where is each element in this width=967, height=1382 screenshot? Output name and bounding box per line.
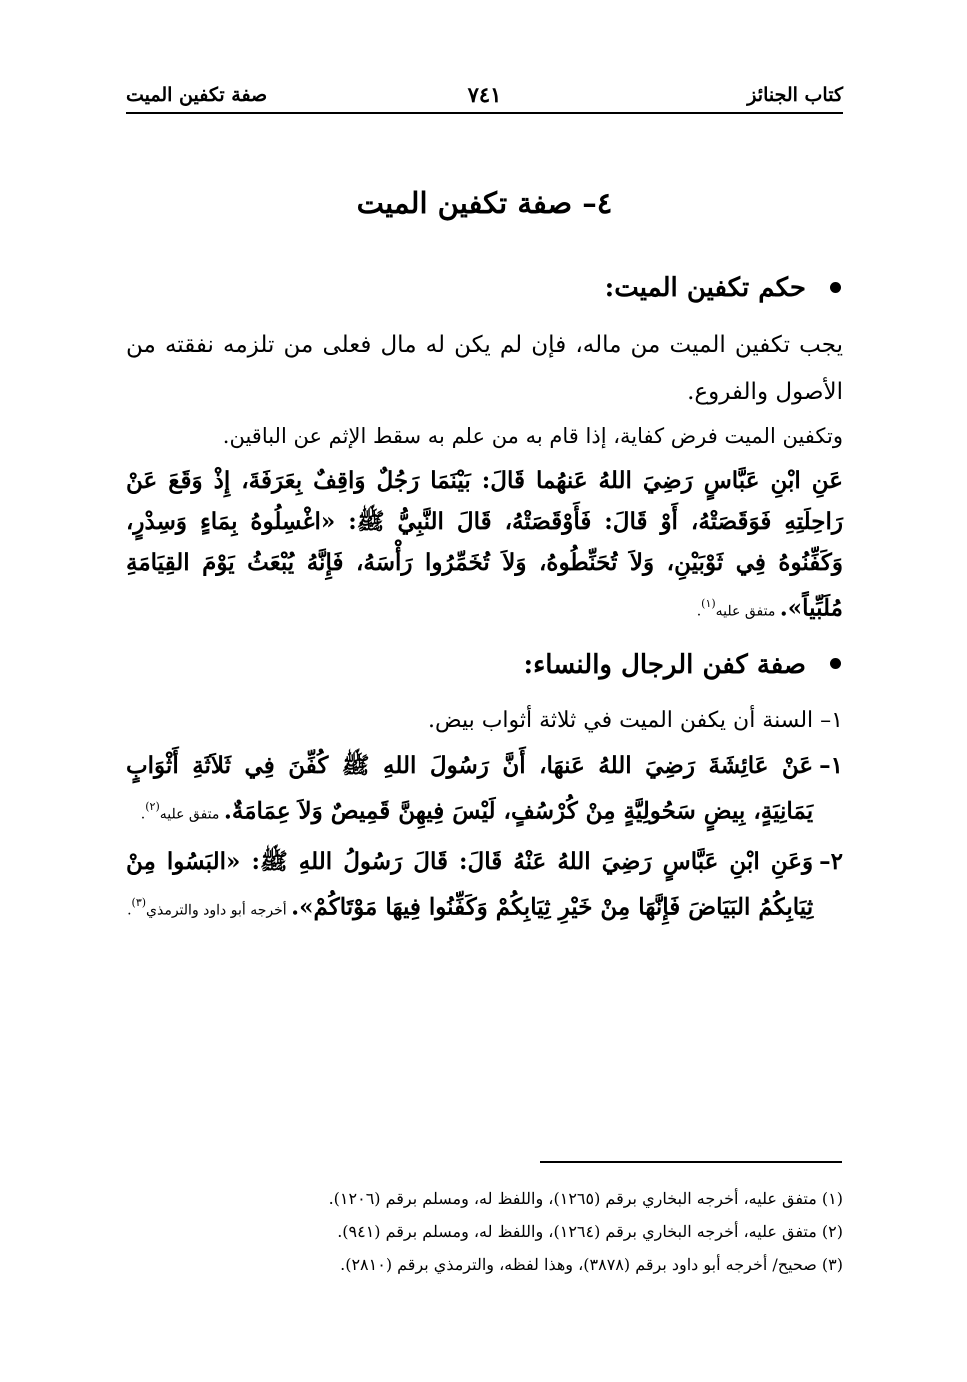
running-head-chapter-title: صفة تكفين الميت — [126, 84, 268, 106]
header-rule — [126, 112, 843, 114]
footnote: (٢) متفق عليه، أخرجه البخاري برقم (١٢٦٤)، واللفظ له، ومسلم برقم (٩٤١). — [337, 1222, 843, 1241]
footnote: (١) متفق عليه، أخرجه البخاري برقم (١٢٦٥)، واللفظ له، ومسلم برقم (١٢٠٦). — [328, 1189, 843, 1208]
hadith-source: متفق عليه — [715, 603, 780, 620]
bullet-icon — [830, 658, 841, 669]
numbered-hadith — [126, 841, 843, 932]
hadith-body: عَنِ ابْنِ عَبَّاسٍ رَضِيَ اللهُ عَنهُما قَالَ: بَيْنَمَا رَجُلٌ وَاقِفٌ بِعَرَفَةَ، إِذْ وَقَعَ عَنْ رَاحِلَتِهِ فَوَقَصَتْهُ، أَوْ قَالَ: فَأَوْقَصَتْهُ، قَالَ النَّبِيُّ ﷺ: «اغْسِلُوهُ بِمَاءٍ وَسِدْرٍ، وَكَفِّنُوهُ فِي ثَوْبَيْنِ، وَلاَ تُحَنِّطُوهُ، وَلاَ تُخَمِّرُوا رَأْسَهُ، فَإِنَّهُ يُبْعَثُ يَوْمَ القِيَامَةِ مُلَبِّياً». — [126, 467, 843, 622]
running-head — [126, 84, 843, 114]
paragraph: وتكفين الميت فرض كفاية، إذا قام به من علم به سقط الإثم عن الباقين. — [222, 424, 843, 448]
footnotes — [126, 1182, 843, 1281]
running-head-book-title: كتاب الجنائز — [747, 84, 843, 106]
numbered-hadith — [126, 745, 843, 836]
paragraph: ١– السنة أن يكفن الميت في ثلاثة أثواب بيض. — [428, 707, 843, 733]
footnote: (٣) صحيح/ أخرجه أبو داود برقم (٣٨٧٨)، وهذا لفظه، والترمذي برقم (٢٨١٠). — [340, 1255, 843, 1274]
footnote-ref: (١) — [701, 597, 716, 610]
section-heading-text: حكم تكفين الميت: — [604, 273, 806, 303]
footnote-ref: (٣) — [131, 896, 147, 910]
hadith-text — [126, 745, 813, 836]
hadith-text — [126, 460, 843, 633]
item-number: ١– — [819, 751, 843, 779]
hadith-source: متفق عليه — [159, 806, 224, 823]
section-heading-text: صفة كفن الرجال والنساء: — [523, 649, 806, 680]
hadith-text — [126, 841, 813, 932]
hadith-body: وَعَنِ ابْنِ عَبَّاسٍ رَضِيَ اللهُ عَنْهُ قَالَ: قَالَ رَسُولُ اللهِ ﷺ: «البَسُوا مِنْ ثِيَابِكُمُ البَيَاضَ فَإِنَّهَا مِنْ خَيْرِ ثِيَابِكُمْ وَكَفِّنُوا فِيهَا مَوْتَاكُمْ». — [126, 848, 814, 921]
bullet-icon — [830, 282, 841, 293]
hadith-source: أخرجه أبو داود والترمذي — [146, 902, 292, 919]
sentence-end: . — [140, 806, 146, 823]
sentence-end: . — [696, 603, 702, 620]
hadith-body: عَنْ عَائِشَةَ رَضِيَ اللهُ عَنهَا، أَنَّ رَسُولَ اللهِ ﷺ كُفِّنَ فِي ثَلاَثَةِ أَثْوَابٍ يَمَانِيَةٍ، بِيضٍ سَحُولِيَّةٍ مِنْ كُرْسُفٍ، لَيْسَ فِيهِنَّ قَمِيصٌ وَلاَ عِمَامَةٌ. — [126, 751, 814, 825]
footnote-ref: (٢) — [145, 799, 160, 813]
page-number: ٧٤١ — [467, 82, 502, 107]
footnote-separator — [540, 1161, 842, 1163]
paragraph: يجب تكفين الميت من ماله، فإن لم يكن له مال فعلى من تلزمه نفقته من الأصول والفروع. — [126, 332, 843, 405]
section-heading — [126, 645, 843, 685]
section-heading — [126, 268, 843, 308]
sentence-end: . — [127, 902, 132, 919]
chapter-title: ٤– صفة تكفين الميت — [356, 186, 613, 220]
item-number: ٢– — [819, 848, 843, 876]
main-content — [126, 268, 843, 932]
